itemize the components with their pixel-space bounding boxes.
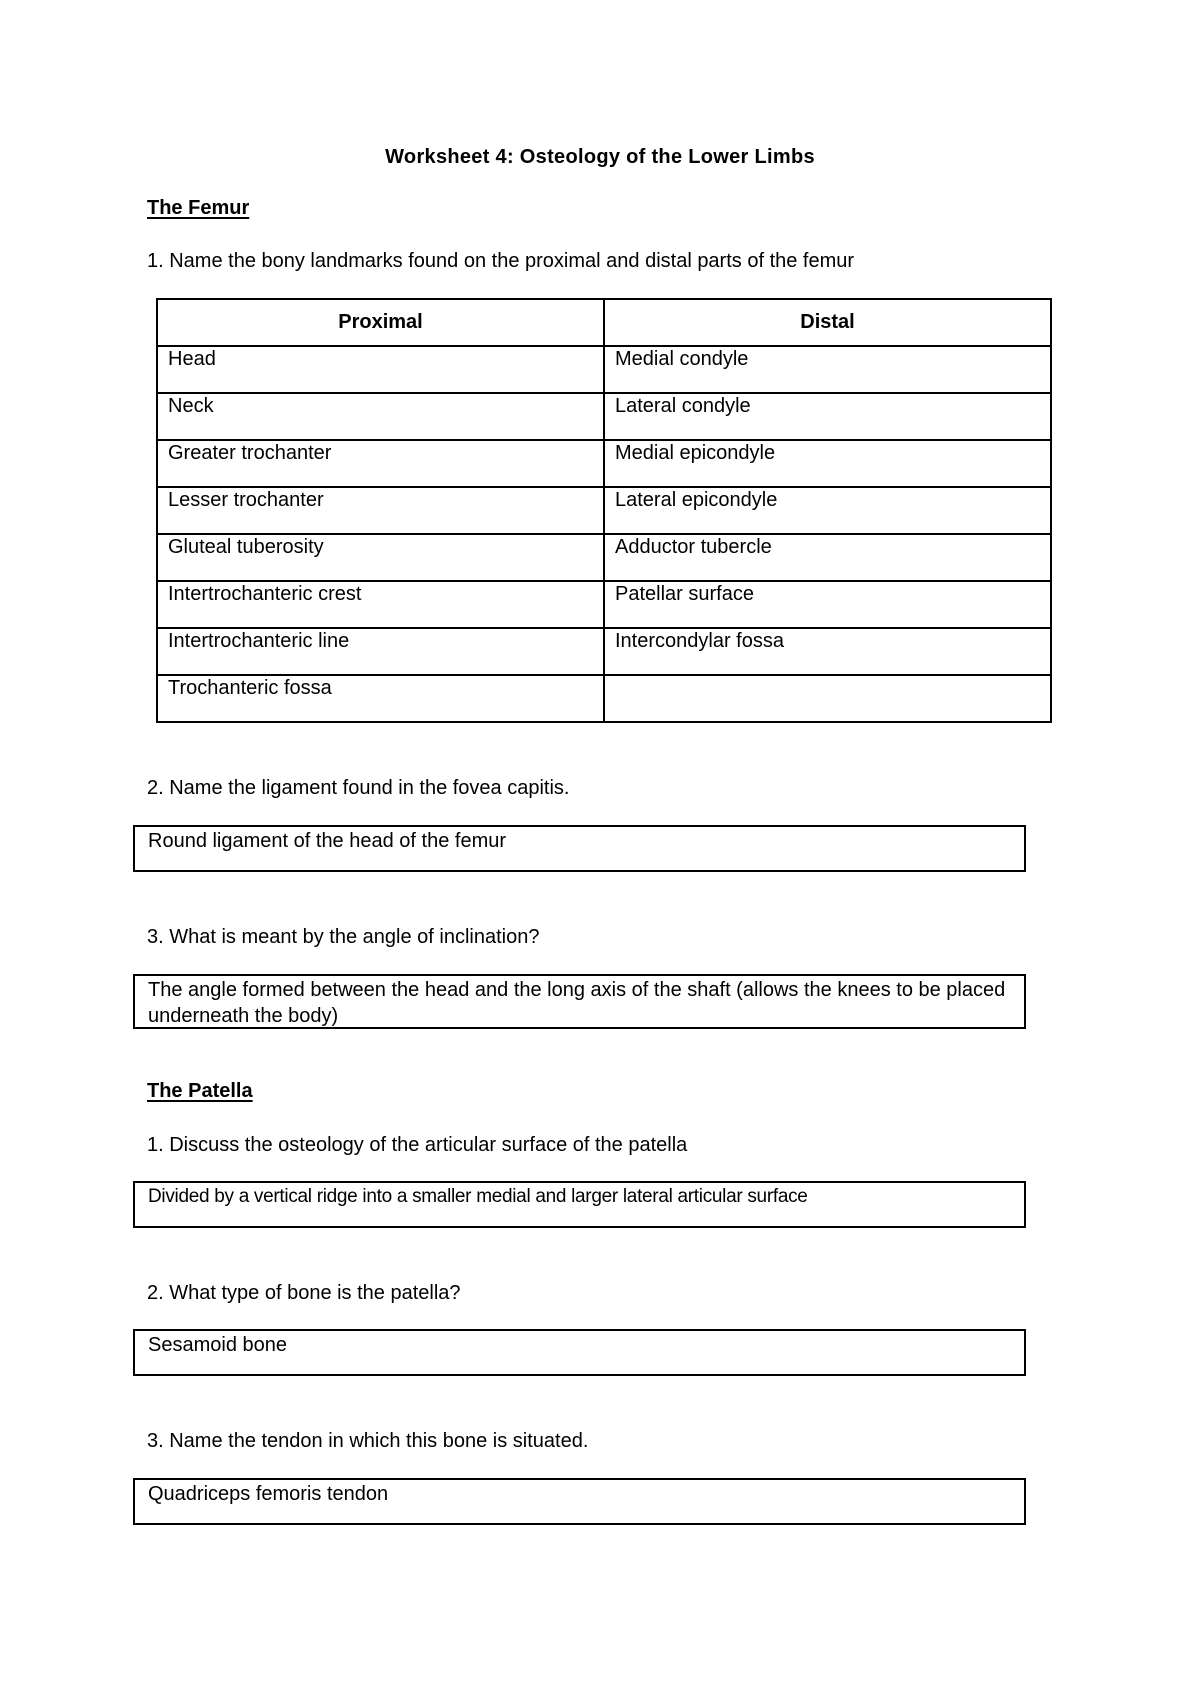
proximal-cell: Head [157, 346, 604, 393]
proximal-cell: Neck [157, 393, 604, 440]
section-heading-patella: The Patella [147, 1080, 253, 1102]
distal-cell: Medial condyle [604, 346, 1051, 393]
table-row [157, 581, 1051, 628]
table-row [157, 628, 1051, 675]
femur-answer-3: The angle formed between the head and the long axis of the shaft (allows the knees to be placed underneath the body) [133, 974, 1026, 1029]
proximal-cell: Lesser trochanter [157, 487, 604, 534]
table-row [157, 487, 1051, 534]
distal-cell: Lateral epicondyle [604, 487, 1051, 534]
femur-question-3: 3. What is meant by the angle of inclination? [147, 926, 540, 948]
femur-landmarks-table [156, 298, 1052, 723]
header-distal: Distal [604, 299, 1051, 346]
distal-cell: Medial epicondyle [604, 440, 1051, 487]
proximal-cell: Intertrochanteric line [157, 628, 604, 675]
distal-cell: Lateral condyle [604, 393, 1051, 440]
table-row [157, 440, 1051, 487]
proximal-cell: Trochanteric fossa [157, 675, 604, 722]
proximal-cell: Greater trochanter [157, 440, 604, 487]
patella-question-3: 3. Name the tendon in which this bone is situated. [147, 1430, 589, 1452]
distal-cell: Adductor tubercle [604, 534, 1051, 581]
table-header-row [157, 299, 1051, 346]
distal-cell: Patellar surface [604, 581, 1051, 628]
femur-question-1: 1. Name the bony landmarks found on the proximal and distal parts of the femur [147, 250, 855, 272]
proximal-cell: Gluteal tuberosity [157, 534, 604, 581]
table-row [157, 393, 1051, 440]
header-proximal: Proximal [157, 299, 604, 346]
patella-answer-3: Quadriceps femoris tendon [133, 1478, 1026, 1525]
patella-answer-1: Divided by a vertical ridge into a smaller medial and larger lateral articular surface [133, 1181, 1026, 1228]
page-title: Worksheet 4: Osteology of the Lower Limbs [385, 146, 815, 168]
section-heading-femur: The Femur [147, 197, 250, 219]
patella-question-2: 2. What type of bone is the patella? [147, 1282, 461, 1304]
distal-cell [604, 675, 1051, 722]
distal-cell: Intercondylar fossa [604, 628, 1051, 675]
table-row [157, 534, 1051, 581]
table-row [157, 346, 1051, 393]
proximal-cell: Intertrochanteric crest [157, 581, 604, 628]
femur-answer-2: Round ligament of the head of the femur [133, 825, 1026, 872]
femur-question-2: 2. Name the ligament found in the fovea capitis. [147, 777, 570, 799]
table-row [157, 675, 1051, 722]
patella-answer-2: Sesamoid bone [133, 1329, 1026, 1376]
patella-question-1: 1. Discuss the osteology of the articular surface of the patella [147, 1134, 688, 1156]
